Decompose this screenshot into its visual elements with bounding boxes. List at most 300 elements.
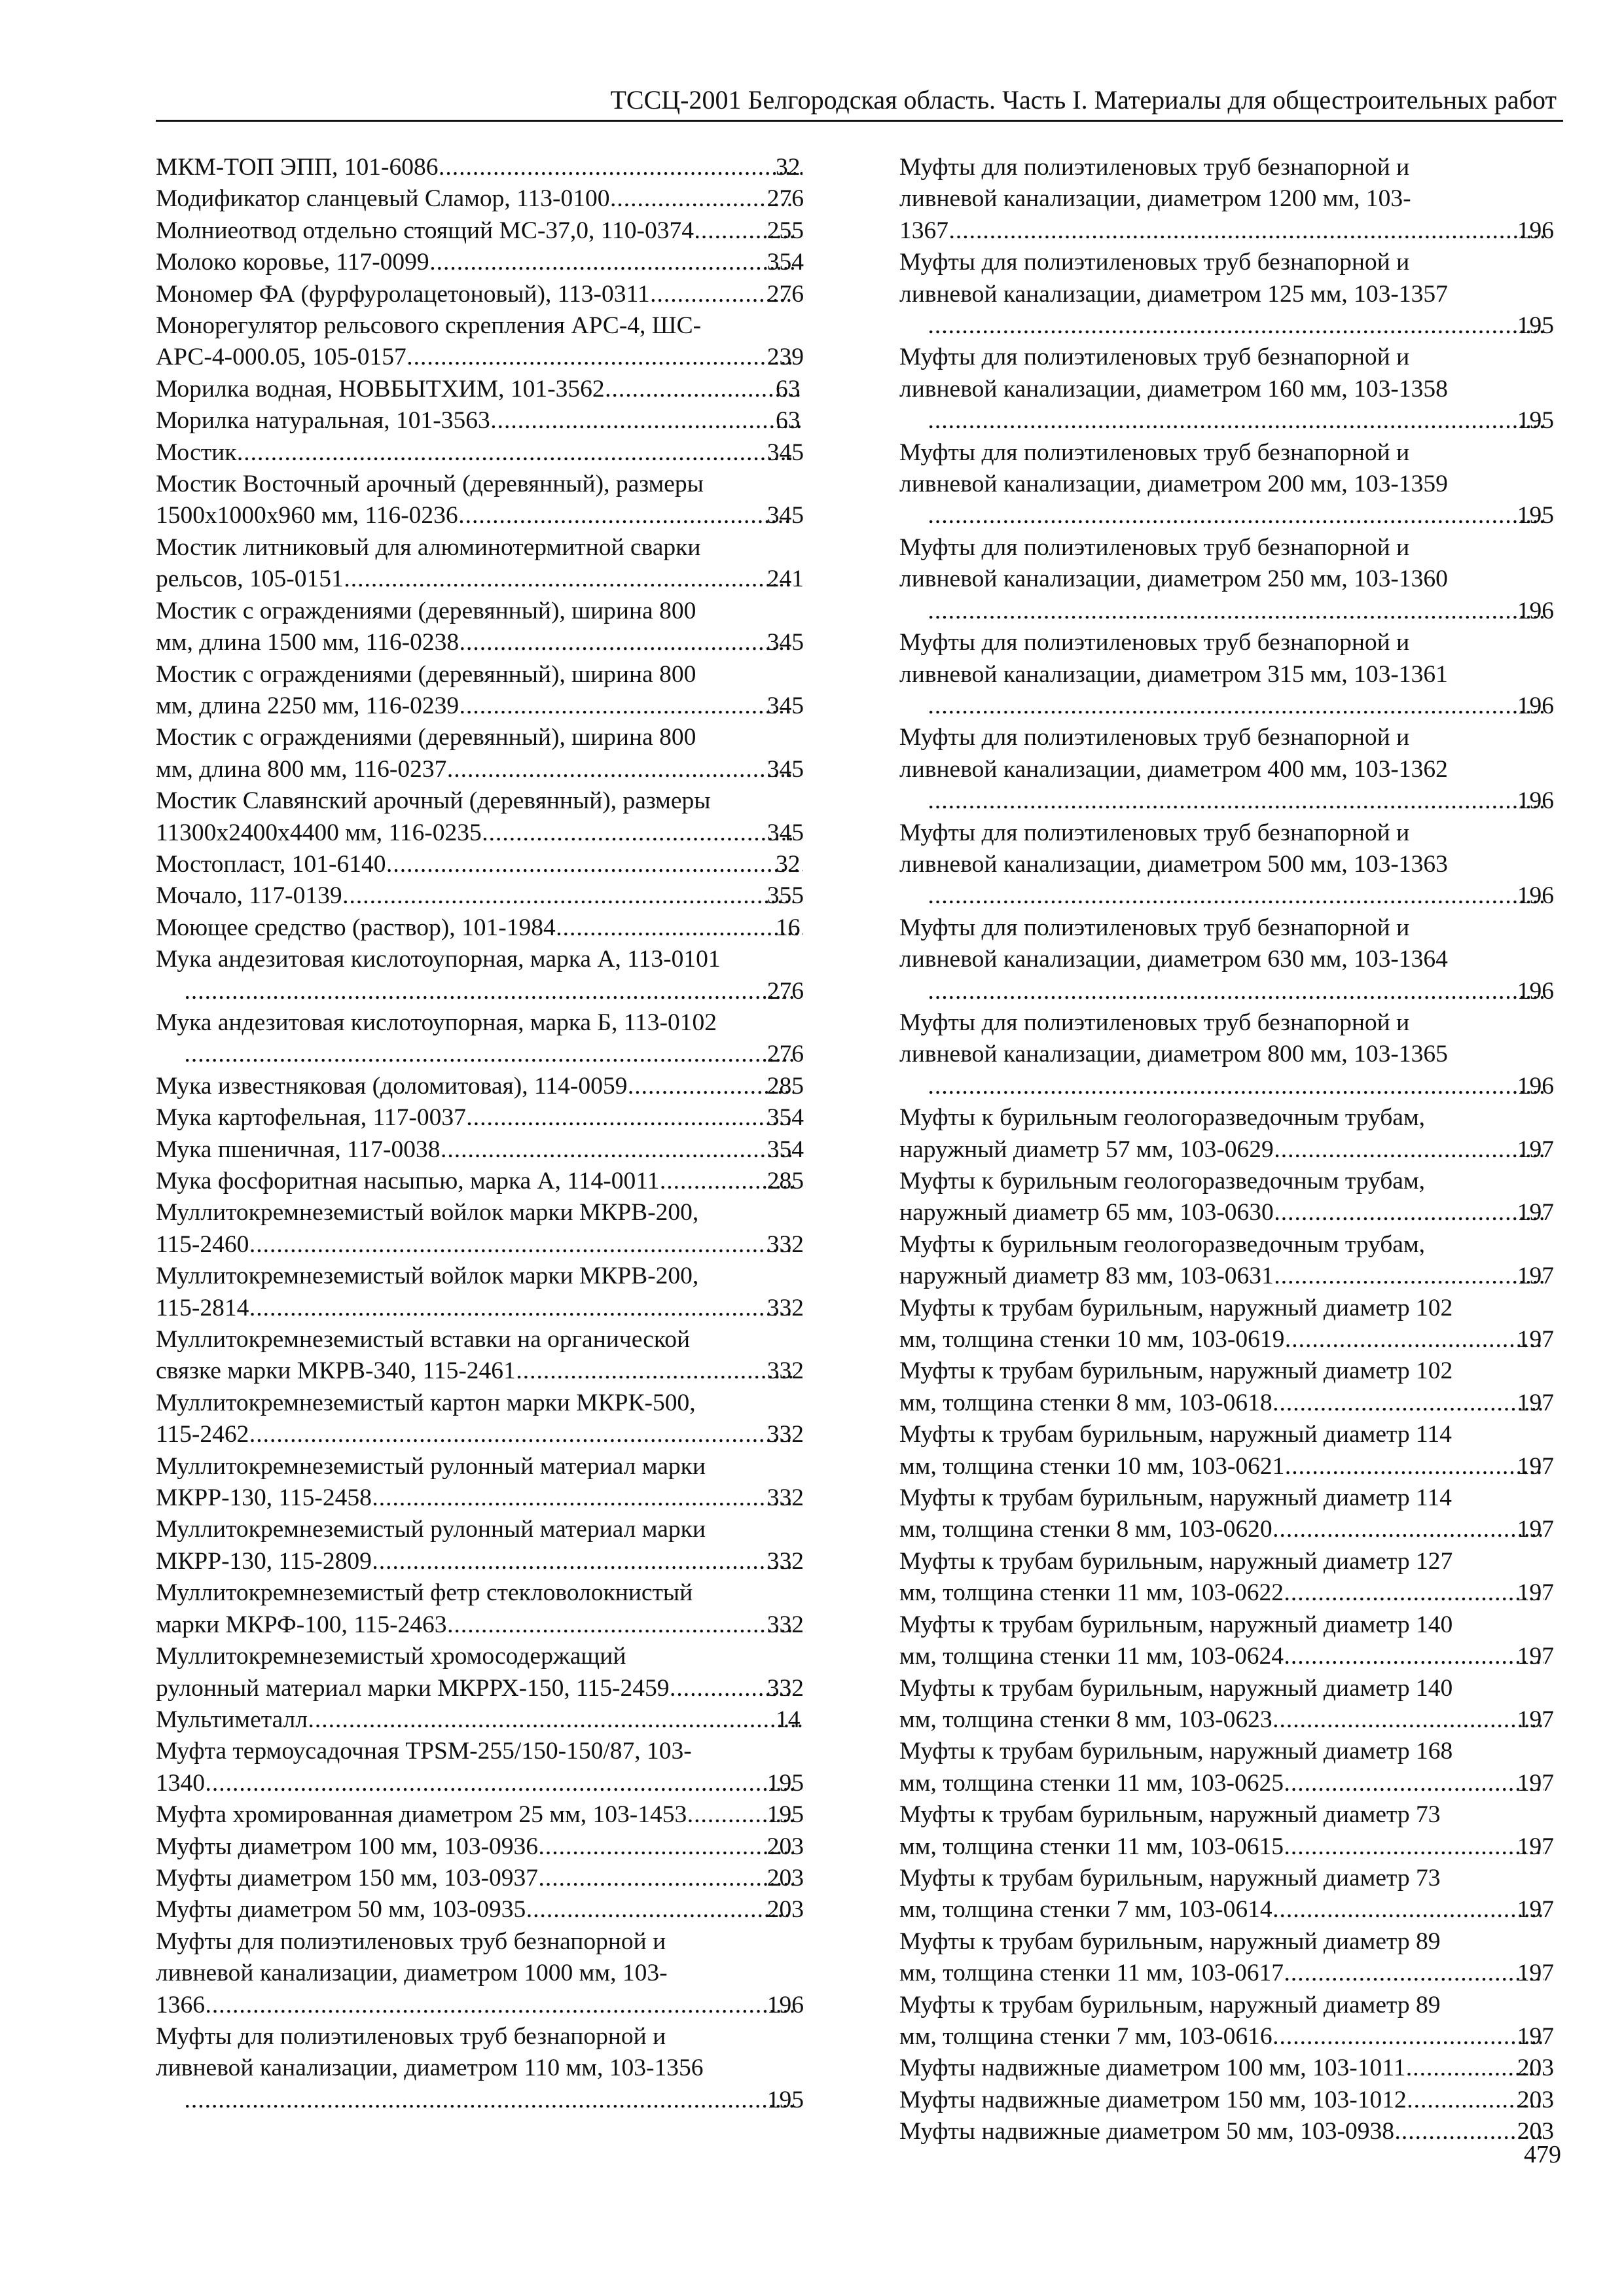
index-entry [899, 1926, 1554, 1990]
index-entry-text: Моющее средство (раствор), 101-1984 [156, 914, 556, 941]
index-entry-text: Муфты к трубам бурильным, наружный диаметр 73 [899, 1864, 1441, 1892]
dot-leader [250, 1293, 793, 1324]
index-entry [156, 1514, 804, 1577]
dot-leader [460, 627, 794, 658]
dot-leader [1285, 1958, 1544, 1989]
header-title: ТССЦ-2001 Белгородская область. Часть I. Материалы для общестроительных работ [610, 85, 1557, 115]
index-entry-text: Муфты надвижные диаметром 150 мм, 103-1012 [899, 2086, 1407, 2113]
index-entry [156, 1863, 804, 1894]
index-entry-ref-line [899, 1641, 1554, 1672]
dot-leader [929, 880, 1544, 912]
index-entry [899, 1609, 1554, 1673]
index-entry-text: Мука андезитовая кислотоупорная, марка А, 113-0101 [156, 946, 721, 973]
index-entry-page: 345 [767, 692, 804, 719]
index-entry-ref-line [899, 2021, 1554, 2053]
index-entry-text: Муфты для полиэтиленовых труб безнапорной и [899, 914, 1410, 941]
index-entry-ref-line [156, 1990, 804, 2021]
index-entry-text: ливневой канализации, диаметром 200 мм, 103-1359 [899, 471, 1448, 498]
index-entry-page: 345 [767, 439, 804, 466]
index-entry-ref-line: МКМ-ТОП ЭПП, 101-6086 ..... 32 [184, 152, 804, 183]
index-entry-text: Муфта хромированная диаметром 25 мм, 103-1453 [156, 1801, 687, 1829]
index-entry [156, 1197, 804, 1261]
index-entry-page: 195 [1517, 502, 1554, 529]
dot-leader [929, 310, 1544, 342]
index-entry-ref-line [156, 817, 804, 849]
dot-leader [929, 500, 1544, 531]
index-entry [156, 1451, 804, 1515]
index-entry-text: Муфты диаметром 150 мм, 103-0937 [156, 1864, 538, 1892]
index-entry-text: связке марки МКРВ-340, 115-2461 [156, 1357, 516, 1385]
index-entry [156, 1641, 804, 1704]
dot-leader [1285, 1641, 1544, 1672]
index-entry [156, 1134, 804, 1166]
dot-leader [1274, 2021, 1544, 2053]
index-entry-text: мм, толщина стенки 10 мм, 103-0621 [899, 1452, 1285, 1480]
dot-leader [1285, 1577, 1544, 1609]
index-entry [899, 1482, 1554, 1546]
index-entry-text: МКРР-130, 115-2809 [156, 1547, 372, 1575]
index-entry-ref-line [156, 1831, 804, 1863]
index-entry [156, 1736, 804, 1799]
index-entry-text: Муфты диаметром 50 мм, 103-0935 [156, 1896, 526, 1924]
index-entry [156, 912, 804, 944]
index-entry-text: Муфты к трубам бурильным, наружный диаметр 102 [899, 1357, 1453, 1385]
dot-leader [206, 1768, 794, 1799]
index-entry-ref-line [899, 1958, 1554, 1989]
index-entry-ref-line [928, 976, 1554, 1007]
index-entry-page: 195 [1517, 312, 1554, 340]
index-entry-text: МКМ-ТОП ЭПП, 101-6086 [156, 154, 439, 181]
index-entry-page: 354 [767, 1104, 804, 1132]
index-entry-text: ливневой канализации, диаметром 1200 мм, 103- [899, 185, 1411, 213]
index-entry [899, 1863, 1554, 1926]
index-entry [156, 152, 804, 183]
index-entry-text: ливневой канализации, диаметром 630 мм, 103-1364 [899, 946, 1448, 973]
dot-leader [250, 1229, 793, 1261]
index-entry-text: мм, толщина стенки 11 мм, 103-0622 [899, 1579, 1284, 1607]
index-entry [156, 532, 804, 596]
index-entry-text: 1500x1000x960 мм, 116-0236 [156, 502, 458, 529]
index-entry-text: ливневой канализации, диаметром 400 мм, 103-1362 [899, 755, 1448, 783]
index-entry-ref-line [899, 1514, 1554, 1545]
index-entry-page: 196 [1517, 692, 1554, 719]
index-entry-text: МКРР-130, 115-2458 [156, 1484, 372, 1512]
dot-leader [929, 691, 1544, 722]
index-entry-ref-line [156, 183, 804, 215]
dot-leader [467, 1102, 794, 1134]
index-entry-ref-line [156, 1894, 804, 1926]
index-entry-text: 11300x2400x4400 мм, 116-0235 [156, 819, 482, 846]
index-entry-text: рулонный материал марки МКРРХ-150, 115-2459 [156, 1674, 670, 1702]
dot-leader [527, 1894, 794, 1926]
index-entry-ref-line [156, 1863, 804, 1894]
index-entry-text: 1340 [156, 1769, 205, 1797]
index-entry-text: Муфты к бурильным геологоразведочным трубам, [899, 1168, 1426, 1194]
index-entry-text: ливневой канализации, диаметром 500 мм, 103-1363 [899, 850, 1448, 878]
index-entry-text: Муфты к трубам бурильным, наружный диаметр 73 [899, 1801, 1441, 1829]
index-entry-page: 203 [1517, 2118, 1554, 2145]
index-entry-text: Мука пшеничная, 117-0038 [156, 1136, 441, 1163]
index-entry-page: 203 [1517, 2086, 1554, 2113]
index-entry-text: 115-2814 [156, 1294, 249, 1321]
index-entry-text: Мука картофельная, 117-0037 [156, 1104, 466, 1132]
dot-leader [1286, 1451, 1543, 1482]
index-entry-text: наружный диаметр 57 мм, 103-0629 [899, 1136, 1274, 1163]
dot-leader [517, 1355, 794, 1387]
index-entry-text: 115-2462 [156, 1421, 249, 1448]
index-entry-text: Муфты к трубам бурильным, наружный диаметр 89 [899, 1991, 1441, 2018]
index-entry-text: Муллитокремнеземистый рулонный материал марки [156, 1516, 706, 1543]
dot-leader [408, 342, 794, 373]
index-column-right [899, 152, 1554, 2148]
index-entry-text: Муфты к трубам бурильным, наружный диаметр 127 [899, 1547, 1453, 1575]
index-entry-page: 197 [1517, 1389, 1554, 1416]
index-entry-text: ливневой канализации, диаметром 1000 мм, 103- [156, 1960, 668, 1987]
index-entry-text: Муфты к трубам бурильным, наружный диаметр 114 [899, 1484, 1452, 1512]
index-entry-text: ливневой канализации, диаметром 110 мм, 103-1356 [156, 2054, 704, 2082]
index-entry-text: Муфты диаметром 100 мм, 103-0936 [156, 1833, 538, 1860]
index-entry [156, 183, 804, 215]
index-entry-ref-line [156, 500, 804, 531]
dot-leader [1274, 1514, 1544, 1545]
index-entry [899, 2085, 1554, 2116]
index-entry-text: Мостик [156, 439, 237, 466]
index-entry-ref-line [156, 1419, 804, 1450]
index-entry-text: Муфты для полиэтиленовых труб безнапорной и [899, 154, 1410, 181]
index-entry [899, 1229, 1554, 1293]
index-entry-text: мм, длина 1500 мм, 116-0238 [156, 629, 460, 656]
index-entry [899, 1673, 1554, 1736]
index-entry [156, 374, 804, 405]
index-entry-ref-line [899, 2053, 1554, 2084]
index-entry-page: 197 [1517, 1136, 1554, 1163]
index-entry [156, 279, 804, 310]
dot-leader [539, 1863, 794, 1894]
index-entry-text: Мука андезитовая кислотоупорная, марка Б, 113-0102 [156, 1009, 717, 1036]
index-entry-text: мм, толщина стенки 8 мм, 103-0623 [899, 1706, 1272, 1733]
index-entry [899, 912, 1554, 1007]
index-entry-page: 196 [767, 1991, 804, 2018]
index-entry-text: Мостик с ограждениями (деревянный), ширина 800 [156, 724, 696, 751]
index-entry-text: Мостопласт, 101-6140 [156, 850, 386, 878]
index-entry-text: Мостик Восточный арочный (деревянный), размеры [156, 471, 704, 498]
index-entry [156, 437, 804, 469]
index-column-left [156, 152, 804, 2116]
index-entry-page: 197 [1517, 1833, 1554, 1860]
index-entry-page: 276 [767, 977, 804, 1005]
index-entry-page: 197 [1517, 1706, 1554, 1733]
dot-leader [373, 1482, 794, 1514]
index-entry-page: 196 [1517, 597, 1554, 624]
index-entry-page: 332 [767, 1547, 804, 1575]
index-entry-text: АРС-4-000.05, 105-0157 [156, 344, 406, 371]
index-entry-page: 345 [767, 502, 804, 529]
index-entry-ref-line [156, 754, 804, 785]
index-entry-ref-line [156, 564, 804, 595]
dot-leader [344, 880, 794, 912]
index-entry-page: 197 [1517, 1199, 1554, 1227]
index-entry-text: Муфты для полиэтиленовых труб безнапорной и [899, 629, 1410, 656]
index-entry-ref-line [928, 500, 1554, 531]
index-entry [156, 469, 804, 532]
index-entry-text: ливневой канализации, диаметром 800 мм, 103-1365 [899, 1041, 1448, 1068]
index-entry-text: Муфты для полиэтиленовых труб безнапорной и [899, 819, 1410, 846]
index-entry [899, 1355, 1554, 1419]
index-entry-text: мм, толщина стенки 11 мм, 103-0617 [899, 1960, 1284, 1987]
index-entry [899, 532, 1554, 627]
index-entry [156, 1166, 804, 1197]
dot-leader [929, 596, 1544, 627]
index-entry-page: 332 [767, 1294, 804, 1321]
dot-leader [1285, 1768, 1544, 1799]
index-entry-page: 345 [767, 755, 804, 783]
dot-leader [1274, 1894, 1544, 1926]
index-entry-ref-line [928, 785, 1554, 817]
index-entry-text: ливневой канализации, диаметром 315 мм, 103-1361 [899, 660, 1448, 688]
index-entry-text: Муллитокремнеземистый войлок марки МКРВ-200, [156, 1199, 699, 1227]
index-entry-ref-line [899, 1324, 1554, 1355]
index-entry-page: 197 [1517, 2022, 1554, 2050]
index-entry-text: Муллитокремнеземистый рулонный материал марки [156, 1452, 706, 1480]
index-entry-text: Мономер ФА (фурфуролацетоновый), 113-0311 [156, 280, 650, 308]
page-number: 479 [1524, 2141, 1561, 2168]
dot-leader [606, 374, 803, 405]
index-entry [899, 1419, 1554, 1482]
index-entry-page: 203 [1517, 2054, 1554, 2082]
index-entry-text: наружный диаметр 65 мм, 103-0630 [899, 1199, 1274, 1227]
index-entry [156, 247, 804, 278]
index-entry [156, 1577, 804, 1641]
index-entry [899, 722, 1554, 817]
index-entry-page: 332 [767, 1230, 804, 1258]
index-entry-text: Мостик литниковый для алюминотермитной сварки [156, 533, 701, 561]
index-entry-page: 196 [1517, 787, 1554, 815]
index-entry-text: Муфты для полиэтиленовых труб безнапорной и [899, 724, 1410, 751]
dot-leader [441, 1134, 793, 1166]
index-entry [899, 2116, 1554, 2147]
index-entry [156, 659, 804, 723]
index-entry-text: Муфты к бурильным геологоразведочным трубам, [899, 1230, 1426, 1258]
index-entry [156, 1704, 804, 1736]
index-entry [899, 342, 1554, 437]
index-entry-ref-line [156, 1166, 804, 1197]
index-entry-text: Муллитокремнеземистый фетр стекловолокнистый [156, 1579, 693, 1607]
running-header [156, 82, 1563, 122]
dot-leader [929, 976, 1544, 1007]
index-entry-ref-line [156, 1071, 804, 1102]
index-entry-text: мм, толщина стенки 10 мм, 103-0619 [899, 1326, 1285, 1354]
index-entry-ref-line [928, 691, 1554, 722]
index-entry-page: 197 [1517, 1643, 1554, 1670]
index-entry-ref-line [156, 1673, 804, 1704]
index-entry-page: 285 [767, 1072, 804, 1100]
index-entry-text: Монорегулятор рельсового скрепления АРС-4, ШС- [156, 312, 702, 340]
index-entry-page: 197 [1517, 1326, 1554, 1354]
index-entry-page: 203 [767, 1864, 804, 1892]
index-entry [899, 1007, 1554, 1102]
dot-leader [373, 1546, 794, 1577]
index-entry-ref-line [156, 342, 804, 373]
dot-leader [431, 247, 794, 278]
dot-leader [388, 849, 803, 880]
index-entry-ref-line [899, 2085, 1554, 2116]
dot-leader [1274, 1388, 1544, 1419]
index-entry [156, 849, 804, 880]
index-entry-ref-line [156, 437, 804, 469]
index-entry [156, 1102, 804, 1134]
index-entry-ref-line [899, 1831, 1554, 1863]
dot-leader [539, 1831, 794, 1863]
index-entry-ref-line [156, 1609, 804, 1641]
index-entry-page: 195 [1517, 407, 1554, 435]
index-entry-ref-line [184, 976, 804, 1007]
dot-leader [950, 215, 1544, 247]
index-entry-text: Муфты для полиэтиленовых труб безнапорной и [899, 344, 1410, 371]
index-entry-text: Мультиметалл [156, 1706, 308, 1733]
dot-leader [250, 1419, 793, 1450]
index-entry-ref-line: Мостопласт, 101-6140 ..... 32 [184, 849, 804, 880]
index-entry-text: ливневой канализации, диаметром 250 мм, 103-1360 [899, 565, 1448, 593]
index-entry-ref-line [899, 2116, 1554, 2147]
index-entry-page: 332 [767, 1611, 804, 1638]
index-entry-page: 345 [767, 819, 804, 846]
index-entry-text: Муфты к трубам бурильным, наружный диаметр 89 [899, 1928, 1441, 1955]
index-entry-page: 195 [767, 2086, 804, 2113]
index-entry-ref-line [899, 1261, 1554, 1292]
index-entry [899, 1799, 1554, 1863]
dot-leader [929, 405, 1544, 437]
index-entry [156, 1007, 804, 1071]
index-entry-text: Муфты к трубам бурильным, наружный диаметр 168 [899, 1738, 1453, 1765]
index-entry-page: 255 [767, 217, 804, 244]
dot-leader [448, 754, 793, 785]
index-entry-ref-line [156, 1134, 804, 1166]
index-entry [899, 2053, 1554, 2084]
index-entry-ref-line [928, 405, 1554, 437]
index-entry-text: мм, толщина стенки 7 мм, 103-0614 [899, 1896, 1272, 1924]
index-entry-page: 196 [1517, 1072, 1554, 1100]
index-entry-text: мм, толщина стенки 8 мм, 103-0620 [899, 1516, 1272, 1543]
index-entry-page: 196 [1517, 882, 1554, 910]
index-entry [156, 880, 804, 912]
index-entry [156, 785, 804, 849]
dot-leader [1275, 1197, 1544, 1229]
index-entry-text: Муфты к трубам бурильным, наружный диаметр 114 [899, 1421, 1452, 1448]
index-entry-page: 196 [1517, 217, 1554, 244]
index-entry-page: 276 [767, 280, 804, 308]
dot-leader [929, 1071, 1544, 1102]
index-entry-ref-line [899, 1894, 1554, 1926]
index-entry [156, 722, 804, 785]
dot-leader [611, 183, 794, 215]
index-entry-text: Молниеотвод отдельно стоящий МС-37,0, 110-0374 [156, 217, 695, 244]
index-entry-text: Муфты к трубам бурильным, наружный диаметр 102 [899, 1294, 1453, 1321]
index-entry-text: Муфты для полиэтиленовых труб безнапорной и [899, 533, 1410, 561]
index-entry-ref-line [156, 1293, 804, 1324]
index-entry-text: Муллитокремнеземистый картон марки МКРК-500, [156, 1389, 696, 1416]
dot-leader [460, 500, 794, 531]
index-entry-text: Мостик с ограждениями (деревянный), ширина 800 [156, 597, 696, 624]
index-entry-text: 1367 [899, 217, 948, 244]
index-entry-page: 239 [767, 344, 804, 371]
index-entry-ref-line [156, 880, 804, 912]
index-entry-page: 197 [1517, 1960, 1554, 1987]
index-entry-page: 203 [767, 1896, 804, 1924]
index-entry-text: Муфты к трубам бурильным, наружный диаметр 140 [899, 1674, 1453, 1702]
index-entry-ref-line [156, 1546, 804, 1577]
index-entry [156, 310, 804, 374]
index-entry-text: рельсов, 105-0151 [156, 565, 344, 593]
index-entry [156, 1261, 804, 1324]
index-entry [156, 1388, 804, 1451]
index-entry-ref-line [156, 279, 804, 310]
index-entry-text: ливневой канализации, диаметром 160 мм, 103-1358 [899, 375, 1448, 403]
index-entry-text: Морилка натуральная, 101-3563 [156, 407, 490, 435]
index-entry-page: 195 [767, 1769, 804, 1797]
index-entry-ref-line: Мультиметалл ..... 14 [184, 1704, 804, 1736]
index-entry-text: мм, толщина стенки 11 мм, 103-0624 [899, 1643, 1284, 1670]
index-entry-ref-line [928, 880, 1554, 912]
index-entry-text: Муфты для полиэтиленовых труб безнапорной и [156, 2022, 666, 2050]
index-entry-text: Мочало, 117-0139 [156, 882, 342, 910]
index-entry [156, 1926, 804, 2021]
index-entry-ref-line [156, 1799, 804, 1831]
index-entry-page: 332 [767, 1421, 804, 1448]
dot-leader [1275, 1261, 1544, 1292]
index-entry-text: мм, длина 2250 мм, 116-0239 [156, 692, 460, 719]
index-entry-text: мм, длина 800 мм, 116-0237 [156, 755, 447, 783]
index-entry-ref-line [928, 596, 1554, 627]
dot-leader [1285, 1831, 1544, 1863]
index-entry [156, 1071, 804, 1102]
index-entry-ref-line [928, 1071, 1554, 1102]
index-entry-page: 241 [767, 565, 804, 593]
index-entry-text: Муллитокремнеземистый хромосодержащий [156, 1643, 626, 1670]
index-entry-page: 197 [1517, 1579, 1554, 1607]
index-entry-ref-line [899, 1134, 1554, 1166]
index-entry [899, 1736, 1554, 1799]
index-entry-text: Муфты надвижные диаметром 50 мм, 103-0938 [899, 2118, 1394, 2145]
index-entry-ref-line [156, 215, 804, 247]
index-entry-ref-line [184, 2085, 804, 2116]
index-entry [899, 1990, 1554, 2053]
index-entry-page: 195 [767, 1801, 804, 1829]
index-entry [156, 1799, 804, 1831]
dot-leader [557, 912, 803, 944]
dot-leader [206, 1990, 794, 2021]
index-entry-ref-line [156, 1768, 804, 1799]
index-entry-ref-line [156, 627, 804, 658]
index-entry [899, 817, 1554, 912]
index-entry [899, 1102, 1554, 1166]
index-entry-page: 197 [1517, 1769, 1554, 1797]
index-entry [899, 247, 1554, 342]
index-entry-text: мм, толщина стенки 7 мм, 103-0616 [899, 2022, 1272, 2050]
index-entry-ref-line: Морилка натуральная, 101-3563 ..... 63 [184, 405, 804, 437]
index-entry-text: Муфты к бурильным геологоразведочным трубам, [899, 1104, 1426, 1132]
index-entry-page: 196 [1517, 977, 1554, 1005]
index-entry-text: ливневой канализации, диаметром 125 мм, 103-1357 [899, 280, 1448, 308]
index-entry-ref-line [928, 310, 1554, 342]
dot-leader [440, 152, 803, 183]
index-entry [156, 2021, 804, 2116]
index-entry [899, 152, 1554, 247]
index-entry-page: 355 [767, 882, 804, 910]
index-entry [899, 1293, 1554, 1356]
dot-leader [185, 1039, 794, 1070]
index-entry-text: Мука фосфоритная насыпью, марка А, 114-0011 [156, 1168, 660, 1194]
index-entry-page: 197 [1517, 1896, 1554, 1924]
